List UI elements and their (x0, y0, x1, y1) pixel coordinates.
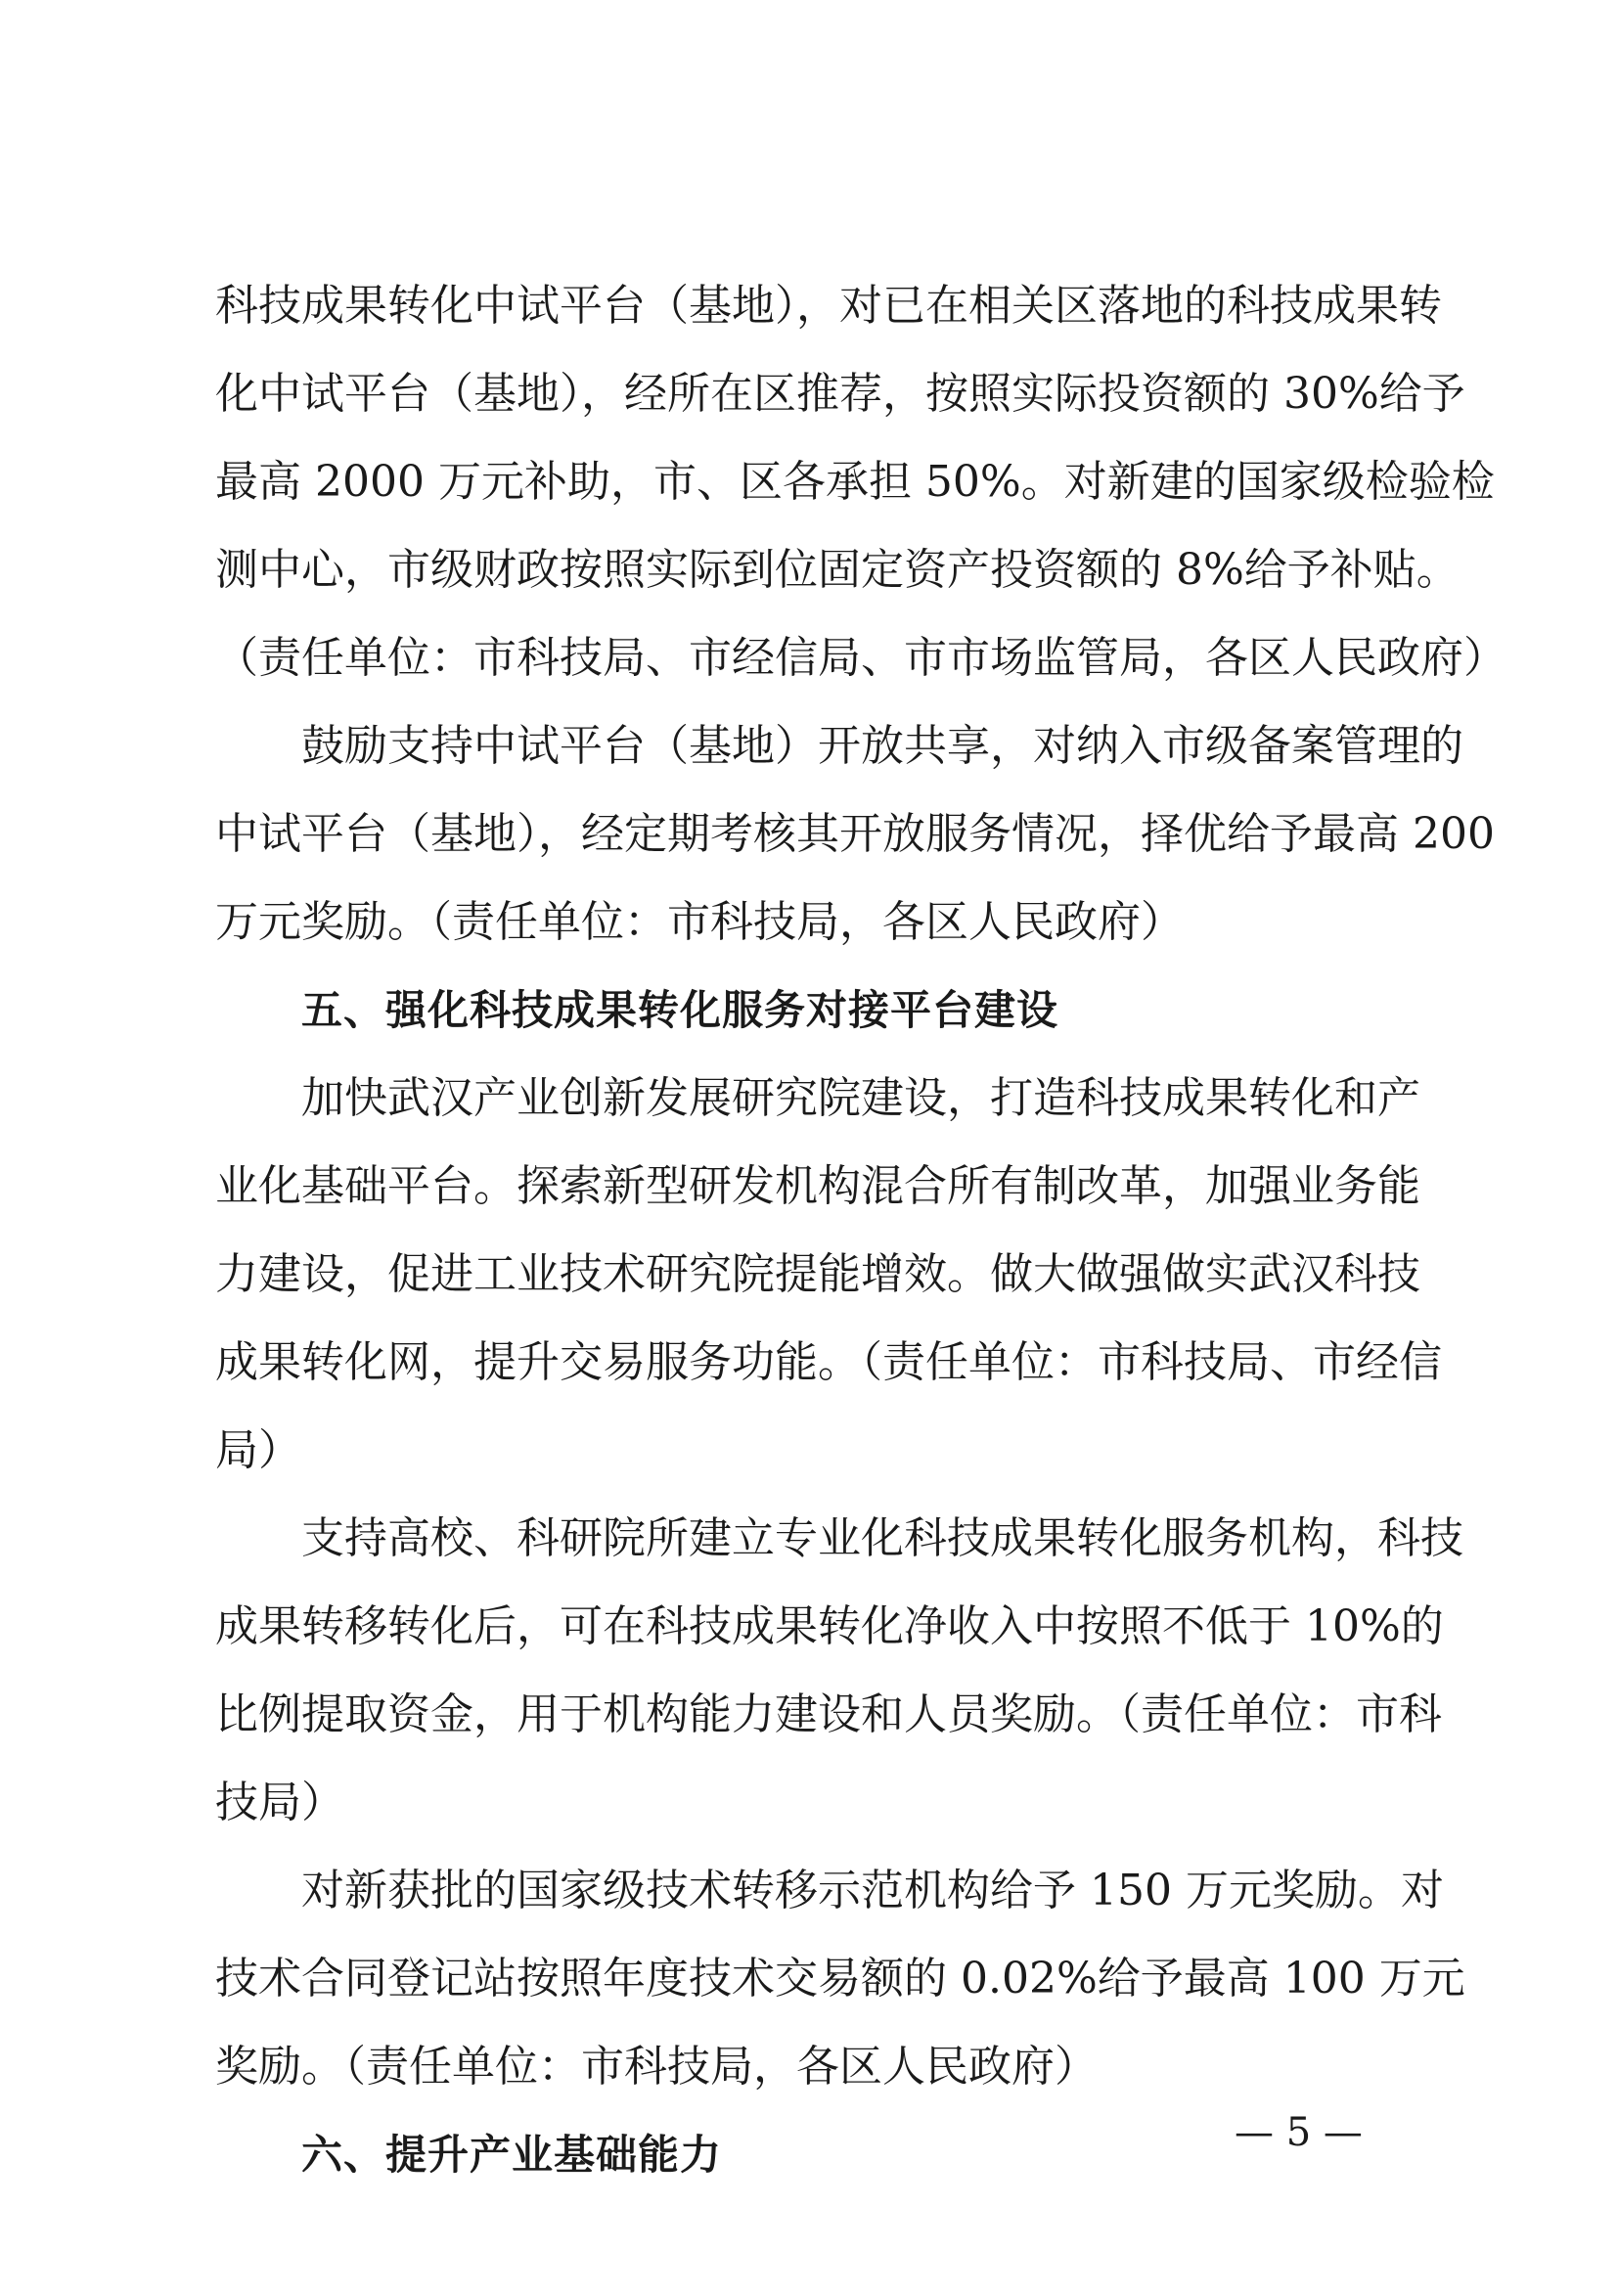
body-line: （责任单位：市科技局、市经信局、市市场监管局，各区人民政府） (215, 633, 1506, 683)
document-body (215, 262, 1506, 2199)
body-line: 技术合同登记站按照年度技术交易额的 0.02%给予最高 100 万元 (215, 1954, 1465, 2003)
page-number: — 5 — (1235, 2110, 1363, 2155)
body-line: 成果转化网，提升交易服务功能。（责任单位：市科技局、市经信 (215, 1337, 1442, 1387)
body-line: 技局） (215, 1778, 344, 1827)
body-line: 业化基础平台。探索新型研发机构混合所有制改革，加强业务能 (215, 1161, 1420, 1211)
body-line: 对新获批的国家级技术转移示范机构给予 150 万元奖励。对 (301, 1866, 1444, 1915)
section-heading-6: 六、提升产业基础能力 (301, 2131, 723, 2179)
body-line: 比例提取资金，用于机构能力建设和人员奖励。（责任单位：市科 (215, 1689, 1442, 1739)
body-line: 奖励。（责任单位：市科技局，各区人民政府） (215, 2042, 1098, 2092)
body-line: 中试平台（基地），经定期考核其开放服务情况，择优给予最高 200 (215, 809, 1495, 859)
body-line: 科技成果转化中试平台（基地），对已在相关区落地的科技成果转 (215, 281, 1442, 331)
body-line: 鼓励支持中试平台（基地）开放共享，对纳入市级备案管理的 (301, 721, 1463, 771)
body-line: 成果转移转化后，可在科技成果转化净收入中按照不低于 10%的 (215, 1601, 1444, 1651)
body-line: 局） (215, 1425, 301, 1475)
body-line: 力建设，促进工业技术研究院提能增效。做大做强做实武汉科技 (215, 1249, 1420, 1299)
body-line: 万元奖励。（责任单位：市科技局，各区人民政府） (215, 897, 1184, 947)
body-line: 加快武汉产业创新发展研究院建设，打造科技成果转化和产 (301, 1073, 1420, 1123)
body-line: 支持高校、科研院所建立专业化科技成果转化服务机构，科技 (301, 1513, 1463, 1563)
section-heading-5: 五、强化科技成果转化服务对接平台建设 (301, 986, 1059, 1034)
body-line: 最高 2000 万元补助，市、区各承担 50%。对新建的国家级检验检 (215, 457, 1495, 507)
body-line: 测中心，市级财政按照实际到位固定资产投资额的 8%给予补贴。 (215, 545, 1460, 595)
body-line: 化中试平台（基地），经所在区推荐，按照实际投资额的 30%给予 (215, 369, 1465, 419)
